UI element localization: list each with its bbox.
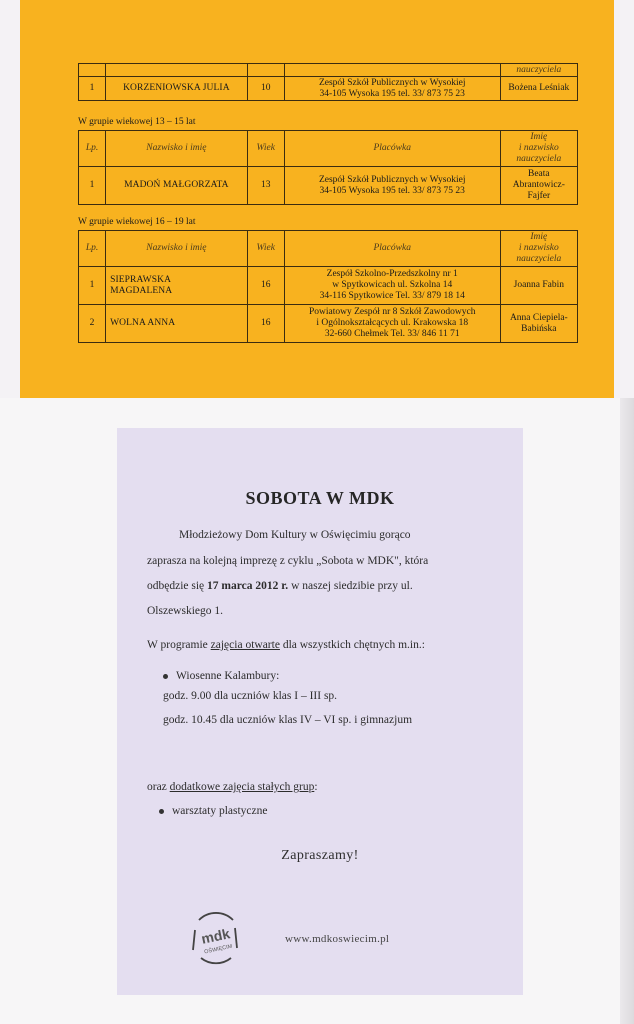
- header-lp: Lp.: [79, 131, 106, 167]
- schedule-line: godz. 10.45 dla uczniów klas IV – VI sp. i gimnazjum: [163, 714, 413, 726]
- header-age: Wiek: [247, 231, 284, 267]
- flyer-paragraph-line: Młodzieżowy Dom Kultury w Oświęcimiu gorąco: [179, 529, 411, 541]
- header-teacher: Imię i nazwisko nauczyciela: [500, 231, 577, 267]
- header-name: Nazwisko i imię: [106, 231, 248, 267]
- results-table-top: [78, 63, 578, 101]
- cell: [284, 64, 500, 77]
- page-edge: [620, 398, 634, 1024]
- flyer-paragraph-line: Olszewskiego 1.: [147, 605, 224, 617]
- logo-text: mdk: [199, 925, 232, 947]
- header-name: Nazwisko i imię: [106, 131, 248, 167]
- event-flyer: [117, 428, 523, 995]
- program-item: warsztaty plastyczne: [159, 805, 267, 817]
- logo-subtext: OŚWIĘCIM: [203, 943, 233, 956]
- bullet-icon: [159, 809, 164, 814]
- open-activities-text: zajęcia otwarte: [210, 639, 280, 651]
- cell-school: Powiatowy Zespół nr 8 Szkół Zawodowych i Ogólnokształcących ul. Krakowska 18 32-660 Chełmek Tel. 33/ 846 11 71: [284, 305, 500, 343]
- cell-age: 16: [247, 305, 284, 343]
- cell-teacher: Anna Ciepiela- Babińska: [500, 305, 577, 343]
- cell: [247, 64, 284, 77]
- website-link[interactable]: www.mdkoswiecim.pl: [285, 933, 390, 945]
- closing-text: Zapraszamy!: [281, 848, 359, 863]
- cell-name: MADOŃ MAŁGORZATA: [106, 167, 248, 205]
- results-table-13-15: [78, 130, 578, 205]
- extra-line: oraz dodatkowe zajęcia stałych grup:: [147, 781, 318, 793]
- program-line: W programie zajęcia otwarte dla wszystkich chętnych m.in.:: [147, 639, 425, 651]
- header-school: Placówka: [284, 131, 500, 167]
- cell-name: SIEPRAWSKA MAGDALENA: [106, 267, 248, 305]
- bullet-icon: [163, 674, 168, 679]
- cell-school: Zespół Szkół Publicznych w Wysokiej 34-105 Wysoka 195 tel. 33/ 873 75 23: [284, 167, 500, 205]
- flyer-title: SOBOTA W MDK: [245, 488, 395, 508]
- cell-name: WOLNA ANNA: [106, 305, 248, 343]
- cell: [79, 64, 106, 77]
- results-sheet: [20, 0, 614, 398]
- header-age: Wiek: [247, 131, 284, 167]
- header-teacher: nauczyciela: [500, 64, 577, 77]
- cell-age: 16: [247, 267, 284, 305]
- cell-lp: 1: [79, 167, 106, 205]
- group-label-16-19: W grupie wiekowej 16 – 19 lat: [78, 217, 196, 227]
- cell-school: Zespół Szkolno-Przedszkolny nr 1 w Spytkowicach ul. Szkolna 14 34-116 Spytkowice Tel. 33/ 879 18 14: [284, 267, 500, 305]
- cell-lp: 1: [79, 77, 106, 101]
- program-item: Wiosenne Kalambury:: [163, 670, 279, 682]
- header-school: Placówka: [284, 231, 500, 267]
- cell-teacher: Beata Abrantowicz- Fajfer: [500, 167, 577, 205]
- mdk-logo-icon: [185, 908, 247, 970]
- event-date: 17 marca 2012 r.: [207, 580, 289, 592]
- cell-name: KORZENIOWSKA JULIA: [106, 77, 248, 101]
- cell-age: 10: [247, 77, 284, 101]
- header-teacher: Imię i nazwisko nauczyciela: [500, 131, 577, 167]
- cell-teacher: Joanna Fabin: [500, 267, 577, 305]
- results-table-16-19: [78, 230, 578, 343]
- cell-lp: 1: [79, 267, 106, 305]
- cell-school: Zespół Szkół Publicznych w Wysokiej 34-105 Wysoka 195 tel. 33/ 873 75 23: [284, 77, 500, 101]
- flyer-paragraph-line: odbędzie się 17 marca 2012 r. w naszej siedzibie przy ul.: [147, 580, 413, 592]
- cell: [106, 64, 248, 77]
- flyer-paragraph-line: zaprasza na kolejną imprezę z cyklu „Sobota w MDK", która: [147, 555, 429, 567]
- cell-lp: 2: [79, 305, 106, 343]
- cell-teacher: Bożena Leśniak: [500, 77, 577, 101]
- schedule-line: godz. 9.00 dla uczniów klas I – III sp.: [163, 690, 338, 702]
- group-label-13-15: W grupie wiekowej 13 – 15 lat: [78, 117, 196, 127]
- cell-age: 13: [247, 167, 284, 205]
- extra-activities-text: dodatkowe zajęcia stałych grup: [169, 781, 315, 793]
- header-lp: Lp.: [79, 231, 106, 267]
